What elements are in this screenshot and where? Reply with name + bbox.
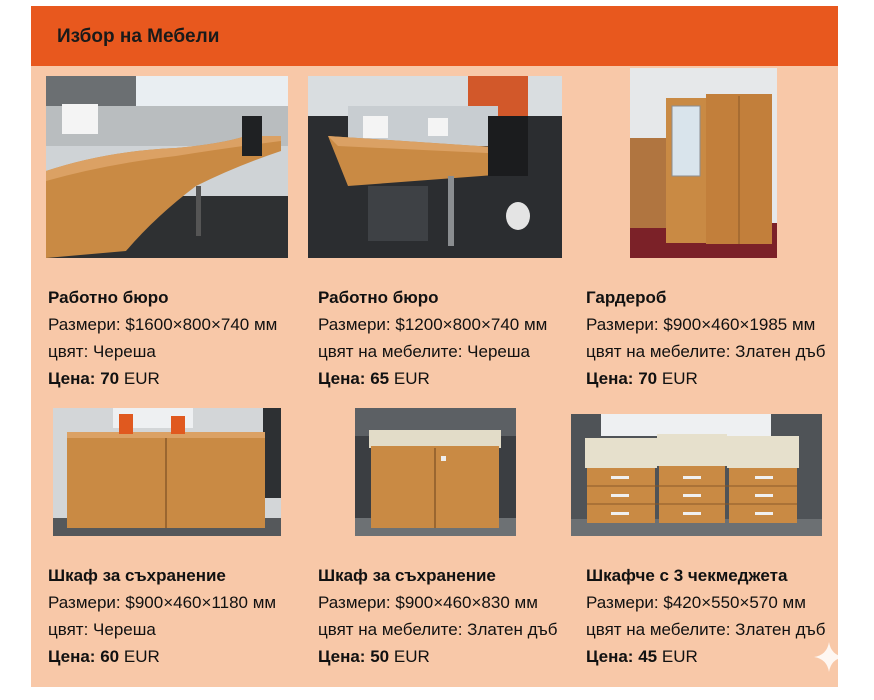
three-drawer-cabinets-photo <box>571 414 822 536</box>
dims-label: Размери: <box>586 315 659 334</box>
item-price <box>48 643 318 670</box>
item-price <box>48 365 318 392</box>
dims-value: $1200×800×740 мм <box>395 315 548 334</box>
price-label: Цена: <box>48 647 96 666</box>
item-price <box>318 365 588 392</box>
storage-cabinet-photo <box>53 408 281 536</box>
color-value: Череша <box>467 342 530 361</box>
office-desk-with-partitions-photo <box>308 76 562 258</box>
color-label: цвят на мебелите: <box>318 342 463 361</box>
price-value: 65 <box>370 369 390 388</box>
curved-office-desk-photo <box>46 76 288 258</box>
price-currency: EUR <box>393 369 430 388</box>
dims-label: Размери: <box>48 593 121 612</box>
item-name: Работно бюро <box>48 288 169 307</box>
price-value: 70 <box>100 369 120 388</box>
price-currency: EUR <box>661 369 698 388</box>
item-price <box>318 643 588 670</box>
item-dimensions <box>586 589 856 616</box>
item-caption <box>318 562 588 670</box>
dims-value: $900×460×830 мм <box>395 593 538 612</box>
price-currency: EUR <box>393 647 430 666</box>
item-caption <box>318 284 588 392</box>
item-color <box>586 338 856 365</box>
price-value: 50 <box>370 647 390 666</box>
dims-label: Размери: <box>586 593 659 612</box>
dims-label: Размери: <box>48 315 121 334</box>
price-currency: EUR <box>123 647 160 666</box>
item-name: Работно бюро <box>318 288 439 307</box>
dims-value: $1600×800×740 мм <box>125 315 278 334</box>
wardrobe-photo <box>630 68 777 258</box>
price-value: 70 <box>638 369 658 388</box>
item-color <box>318 616 588 643</box>
color-value: Златен дъб <box>735 620 826 639</box>
color-label: цвят на мебелите: <box>586 620 731 639</box>
color-label: цвят на мебелите: <box>586 342 731 361</box>
page-title: Избор на Мебели <box>57 26 220 47</box>
item-name: Шкафче с 3 чекмеджета <box>586 566 788 585</box>
color-label: цвят: <box>48 342 89 361</box>
item-dimensions <box>586 311 856 338</box>
item-dimensions <box>48 311 318 338</box>
item-dimensions <box>48 589 318 616</box>
item-color <box>586 616 856 643</box>
item-caption <box>48 562 318 670</box>
item-caption <box>586 284 856 392</box>
item-name: Гардероб <box>586 288 667 307</box>
price-currency: EUR <box>123 369 160 388</box>
color-value: Череша <box>93 620 156 639</box>
item-caption <box>48 284 318 392</box>
price-currency: EUR <box>661 647 698 666</box>
color-value: Златен дъб <box>735 342 826 361</box>
item-dimensions <box>318 589 588 616</box>
color-value: Златен дъб <box>467 620 558 639</box>
item-name: Шкаф за съхранение <box>318 566 496 585</box>
dims-label: Размери: <box>318 315 391 334</box>
item-color <box>48 616 318 643</box>
item-name: Шкаф за съхранение <box>48 566 226 585</box>
color-label: цвят на мебелите: <box>318 620 463 639</box>
small-storage-cabinet-photo <box>355 408 516 536</box>
color-label: цвят: <box>48 620 89 639</box>
item-dimensions <box>318 311 588 338</box>
price-value: 45 <box>638 647 658 666</box>
dims-label: Размери: <box>318 593 391 612</box>
header-bar <box>31 6 838 66</box>
dims-value: $900×460×1180 мм <box>125 593 277 612</box>
color-value: Череша <box>93 342 156 361</box>
price-label: Цена: <box>586 647 634 666</box>
item-color <box>48 338 318 365</box>
price-label: Цена: <box>586 369 634 388</box>
price-label: Цена: <box>318 647 366 666</box>
price-value: 60 <box>100 647 120 666</box>
price-label: Цена: <box>48 369 96 388</box>
item-color <box>318 338 588 365</box>
dims-value: $900×460×1985 мм <box>663 315 816 334</box>
dims-value: $420×550×570 мм <box>663 593 806 612</box>
item-price <box>586 365 856 392</box>
price-label: Цена: <box>318 369 366 388</box>
sparkle-icon <box>814 642 844 672</box>
